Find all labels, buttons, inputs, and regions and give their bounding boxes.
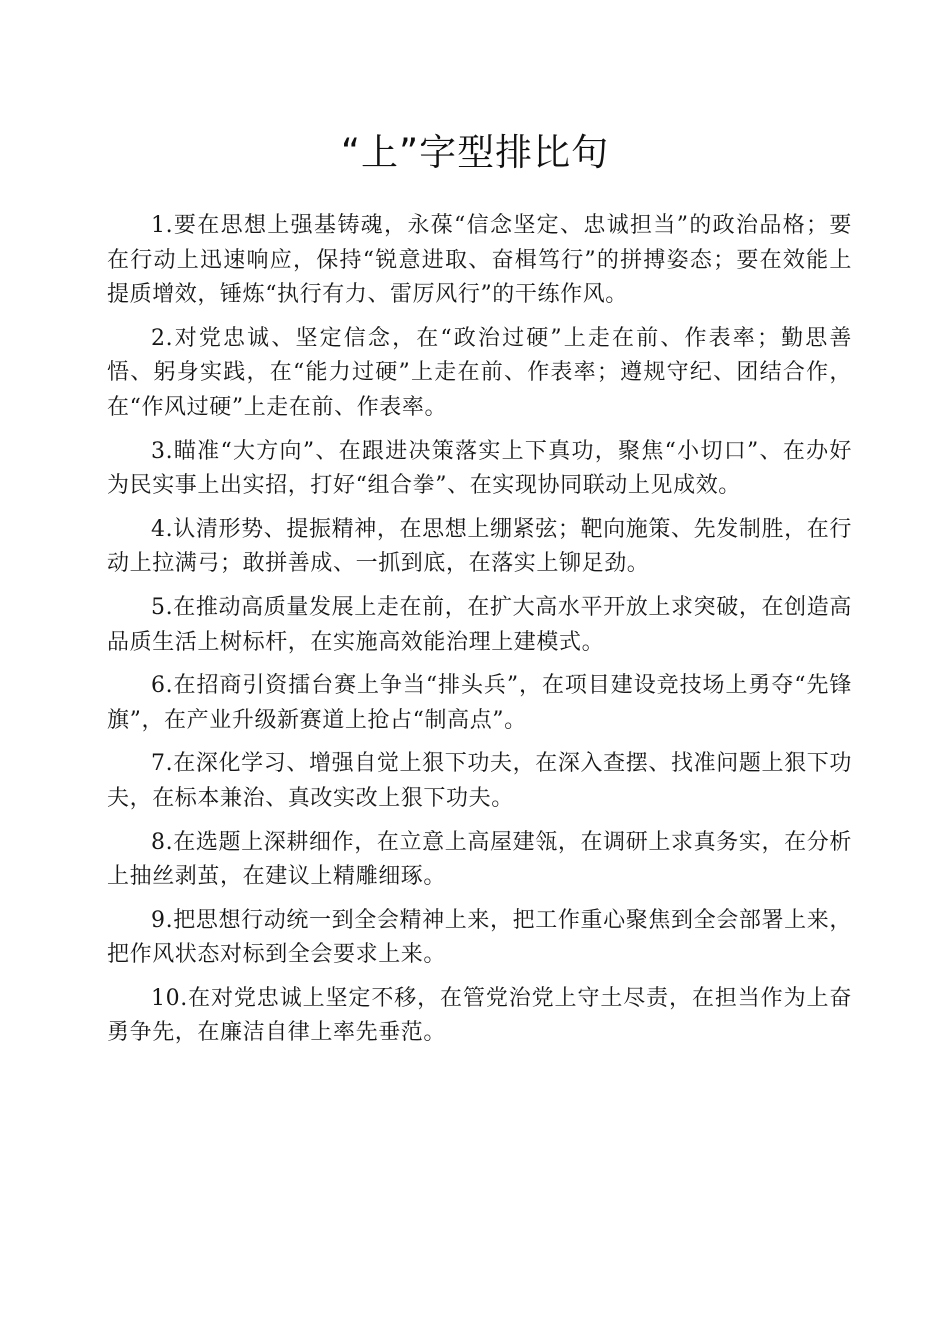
paragraph-4: 4.认清形势、提振精神，在思想上绷紧弦；靶向施策、先发制胜，在行动上拉满弓；敢拼善成、一抓到底，在落实上铆足劲。 [107, 516, 852, 577]
document-body [107, 209, 852, 1060]
paragraph-5: 5.在推动高质量发展上走在前，在扩大高水平开放上求突破，在创造高品质生活上树标杆，在实施高效能治理上建模式。 [107, 594, 852, 655]
paragraph-1: 1.要在思想上强基铸魂，永葆“信念坚定、忠诚担当”的政治品格；要在行动上迅速响应，保持“锐意进取、奋楫笃行”的拼搏姿态；要在效能上提质增效，锤炼“执行有力、雷厉风行”的干练作风。 [107, 213, 852, 308]
paragraph-10: 10.在对党忠诚上坚定不移，在管党治党上守土尽责，在担当作为上奋勇争先，在廉洁自律上率先垂范。 [107, 985, 852, 1046]
paragraph-2: 2.对党忠诚、坚定信念，在“政治过硬”上走在前、作表率；勤思善悟、躬身实践，在“能力过硬”上走在前、作表率；遵规守纪、团结合作，在“作风过硬”上走在前、作表率。 [107, 325, 852, 420]
page-title: “上”字型排比句 [340, 131, 610, 174]
paragraph-9: 9.把思想行动统一到全会精神上来，把工作重心聚焦到全会部署上来，把作风状态对标到全会要求上来。 [107, 907, 852, 968]
paragraph-3: 3.瞄准“大方向”、在跟进决策落实上下真功，聚焦“小切口”、在办好为民实事上出实招，打好“组合拳”、在实现协同联动上见成效。 [107, 438, 852, 499]
paragraph-7: 7.在深化学习、增强自觉上狠下功夫，在深入查摆、找准问题上狠下功夫，在标本兼治、真改实改上狠下功夫。 [107, 751, 852, 811]
paragraph-8: 8.在选题上深耕细作，在立意上高屋建瓴，在调研上求真务实，在分析上抽丝剥茧，在建议上精雕细琢。 [107, 829, 852, 890]
paragraph-6: 6.在招商引资擂台赛上争当“排头兵”，在项目建设竞技场上勇夺“先锋旗”，在产业升级新赛道上抢占“制高点”。 [107, 673, 852, 733]
